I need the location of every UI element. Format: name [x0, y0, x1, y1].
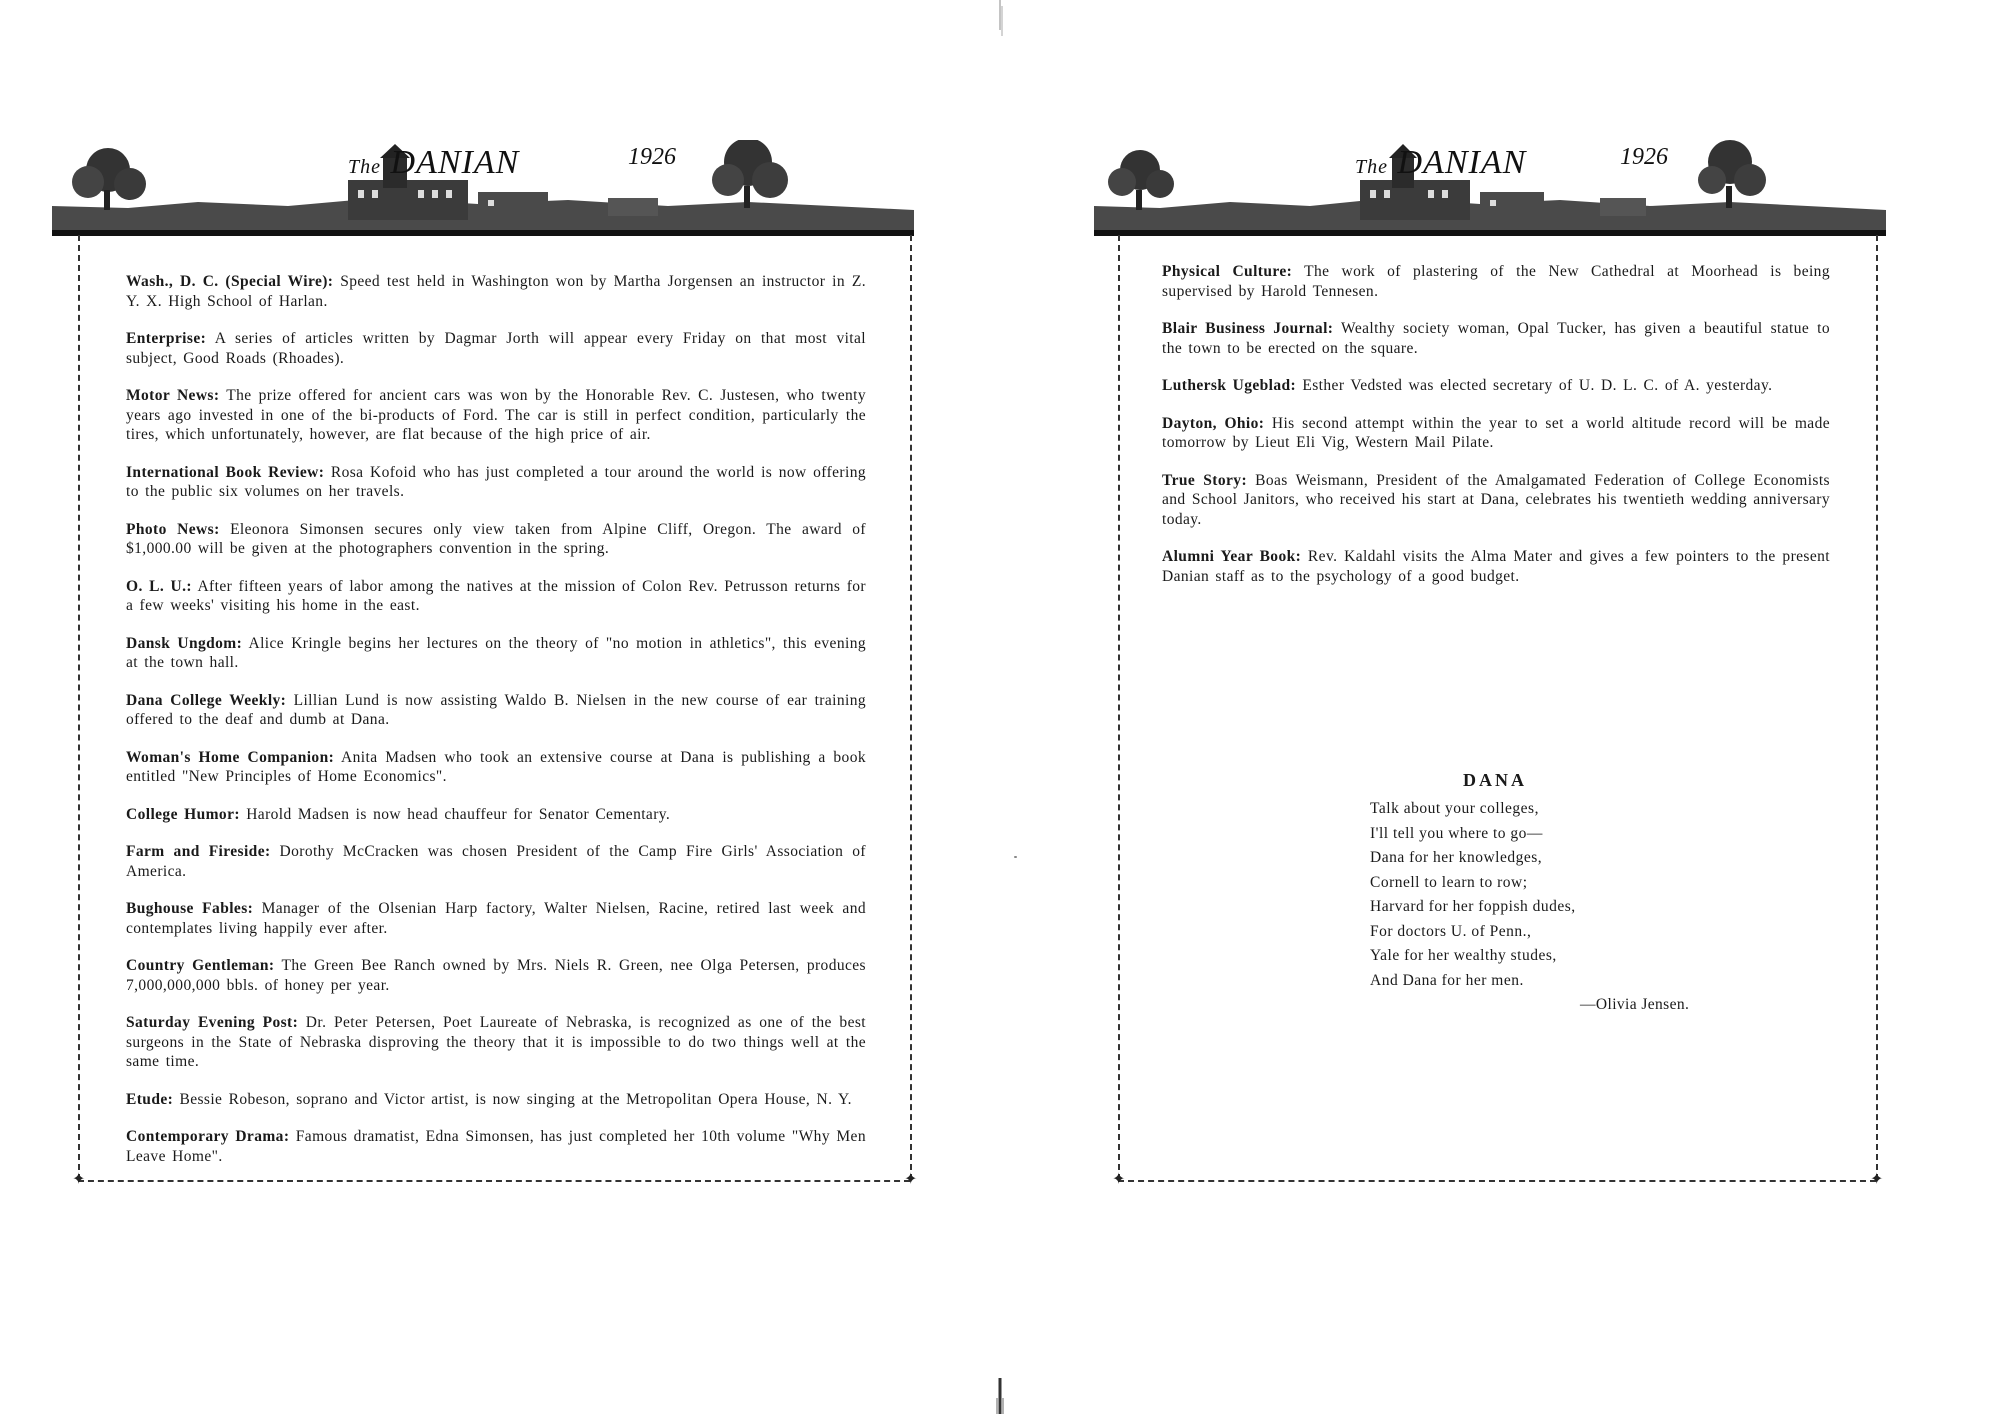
masthead-title: The DANIAN: [1355, 144, 1527, 181]
masthead-illustration: [48, 140, 918, 240]
poem-line: Yale for her wealthy studes,: [1370, 947, 1557, 964]
masthead-title: The DANIAN: [348, 144, 520, 181]
poem-attribution: —Olivia Jensen.: [1580, 996, 1690, 1013]
news-entry: Photo News: Eleonora Simonsen secures only view taken from Alpine Cliff, Oregon. The award of $1,000.00 will be given at the photographers convention in the spring.: [126, 520, 866, 557]
corner-ornament: ✦: [72, 1171, 86, 1188]
news-entry: International Book Review: Rosa Kofoid who has just completed a tour around the world is now offering to the public six volumes on her travels.: [126, 463, 866, 500]
news-entry: Wash., D. C. (Special Wire): Speed test held in Washington won by Martha Jorgensen an instructor in Z. Y. X. High School of Harlan.: [126, 273, 866, 310]
masthead-year: 1926: [1620, 144, 1668, 170]
left-page: [48, 140, 918, 1280]
news-entries: [1162, 262, 1830, 604]
corner-ornament: ✦: [1112, 1171, 1126, 1188]
corner-ornament: ✦: [904, 1171, 918, 1188]
frame-bottom-border: [1118, 1180, 1876, 1182]
masthead-year: 1926: [628, 144, 676, 170]
news-entry: Bughouse Fables: Manager of the Olsenian Harp factory, Walter Nielsen, Racine, retired last week and contemplates living happily ever after.: [126, 900, 866, 937]
news-entry: Etude: Bessie Robeson, soprano and Victor artist, is now singing at the Metropolitan Opera House, N. Y.: [126, 1090, 852, 1108]
news-entry: Blair Business Journal: Wealthy society woman, Opal Tucker, has given a beautiful statue to the town to be erected on the square.: [1162, 320, 1830, 357]
news-entry: O. L. U.: After fifteen years of labor among the natives at the mission of Colon Rev. Petrusson returns for a few weeks' visiting his home in the east.: [126, 577, 866, 614]
binding-mark-icon: [993, 1378, 1007, 1414]
poem-line: Talk about your colleges,: [1370, 800, 1539, 817]
news-entry: Alumni Year Book: Rev. Kaldahl visits the Alma Mater and gives a few pointers to the present Danian staff as to the psychology of a good budget.: [1162, 548, 1830, 585]
news-entry: Motor News: The prize offered for ancient cars was won by the Honorable Rev. C. Justesen, who twenty years ago invested in one of the bi-products of Ford. The car is still in perfect condition, particularly the tires, which unfortunately, however, are flat because of the high price of air.: [126, 387, 866, 443]
corner-ornament: ✦: [1870, 1171, 1884, 1188]
news-entry: Dansk Ungdom: Alice Kringle begins her lectures on the theory of "no motion in athletics", this evening at the town hall.: [126, 634, 866, 671]
poem-line: For doctors U. of Penn.,: [1370, 922, 1532, 940]
news-entry: Woman's Home Companion: Anita Madsen who took an extensive course at Dana is publishing a book entitled "New Principles of Home Economics".: [126, 748, 866, 785]
paper-speck: [1014, 856, 1017, 858]
news-entry: Dana College Weekly: Lillian Lund is now assisting Waldo B. Nielsen in the new course of ear training offered to the deaf and dumb at Dana.: [126, 691, 866, 728]
news-entry: Physical Culture: The work of plastering of the New Cathedral at Moorhead is being supervised by Harold Tennesen.: [1162, 263, 1830, 300]
frame-left-border: [78, 235, 80, 1180]
news-entry: Contemporary Drama: Famous dramatist, Edna Simonsen, has just completed her 10th volume "Why Men Leave Home".: [126, 1128, 866, 1165]
right-page: [1090, 140, 1890, 1280]
poem-line: Cornell to learn to row;: [1370, 873, 1528, 891]
news-entry: Luthersk Ugeblad: Esther Vedsted was elected secretary of U. D. L. C. of A. yesterday.: [1162, 377, 1773, 394]
poem-title: DANA: [1463, 770, 1527, 790]
poem-line: I'll tell you where to go—: [1370, 824, 1543, 842]
frame-left-border: [1118, 235, 1120, 1180]
news-entry: True Story: Boas Weismann, President of the Amalgamated Federation of College Economists and School Janitors, who received his start at Dana, celebrates his twentieth wedding anniversary today.: [1162, 471, 1830, 528]
news-entries: [126, 272, 866, 1184]
masthead-illustration: [1090, 140, 1890, 240]
poem-line: Harvard for her foppish dudes,: [1370, 898, 1576, 915]
news-entry: Country Gentleman: The Green Bee Ranch owned by Mrs. Niels R. Green, nee Olga Petersen, produces 7,000,000,000 bbls. of honey per year.: [126, 957, 866, 994]
news-entry: Dayton, Ohio: His second attempt within the year to set a world altitude record will be made tomorrow by Lieut Eli Vig, Western Mail Pilate.: [1162, 414, 1830, 451]
poem-line: Dana for her knowledges,: [1370, 849, 1543, 866]
poem-line: And Dana for her men.: [1370, 971, 1524, 989]
news-entry: Farm and Fireside: Dorothy McCracken was chosen President of the Camp Fire Girls' Association of America.: [126, 843, 866, 880]
poem-dana: [1370, 770, 1730, 1018]
news-entry: College Humor: Harold Madsen is now head chauffeur for Senator Cementary.: [126, 805, 671, 823]
news-entry: Enterprise: A series of articles written by Dagmar Jorth will appear every Friday on that most vital subject, Good Roads (Rhoades).: [126, 330, 866, 367]
news-entry: Saturday Evening Post: Dr. Peter Petersen, Poet Laureate of Nebraska, is recognized as one of the best surgeons in the State of Nebraska disproving the theory that it is impossible to do two things well at the same time.: [126, 1014, 866, 1070]
frame-right-border: [1876, 235, 1878, 1180]
binding-mark-icon: [998, 0, 1004, 36]
frame-right-border: [910, 235, 912, 1180]
